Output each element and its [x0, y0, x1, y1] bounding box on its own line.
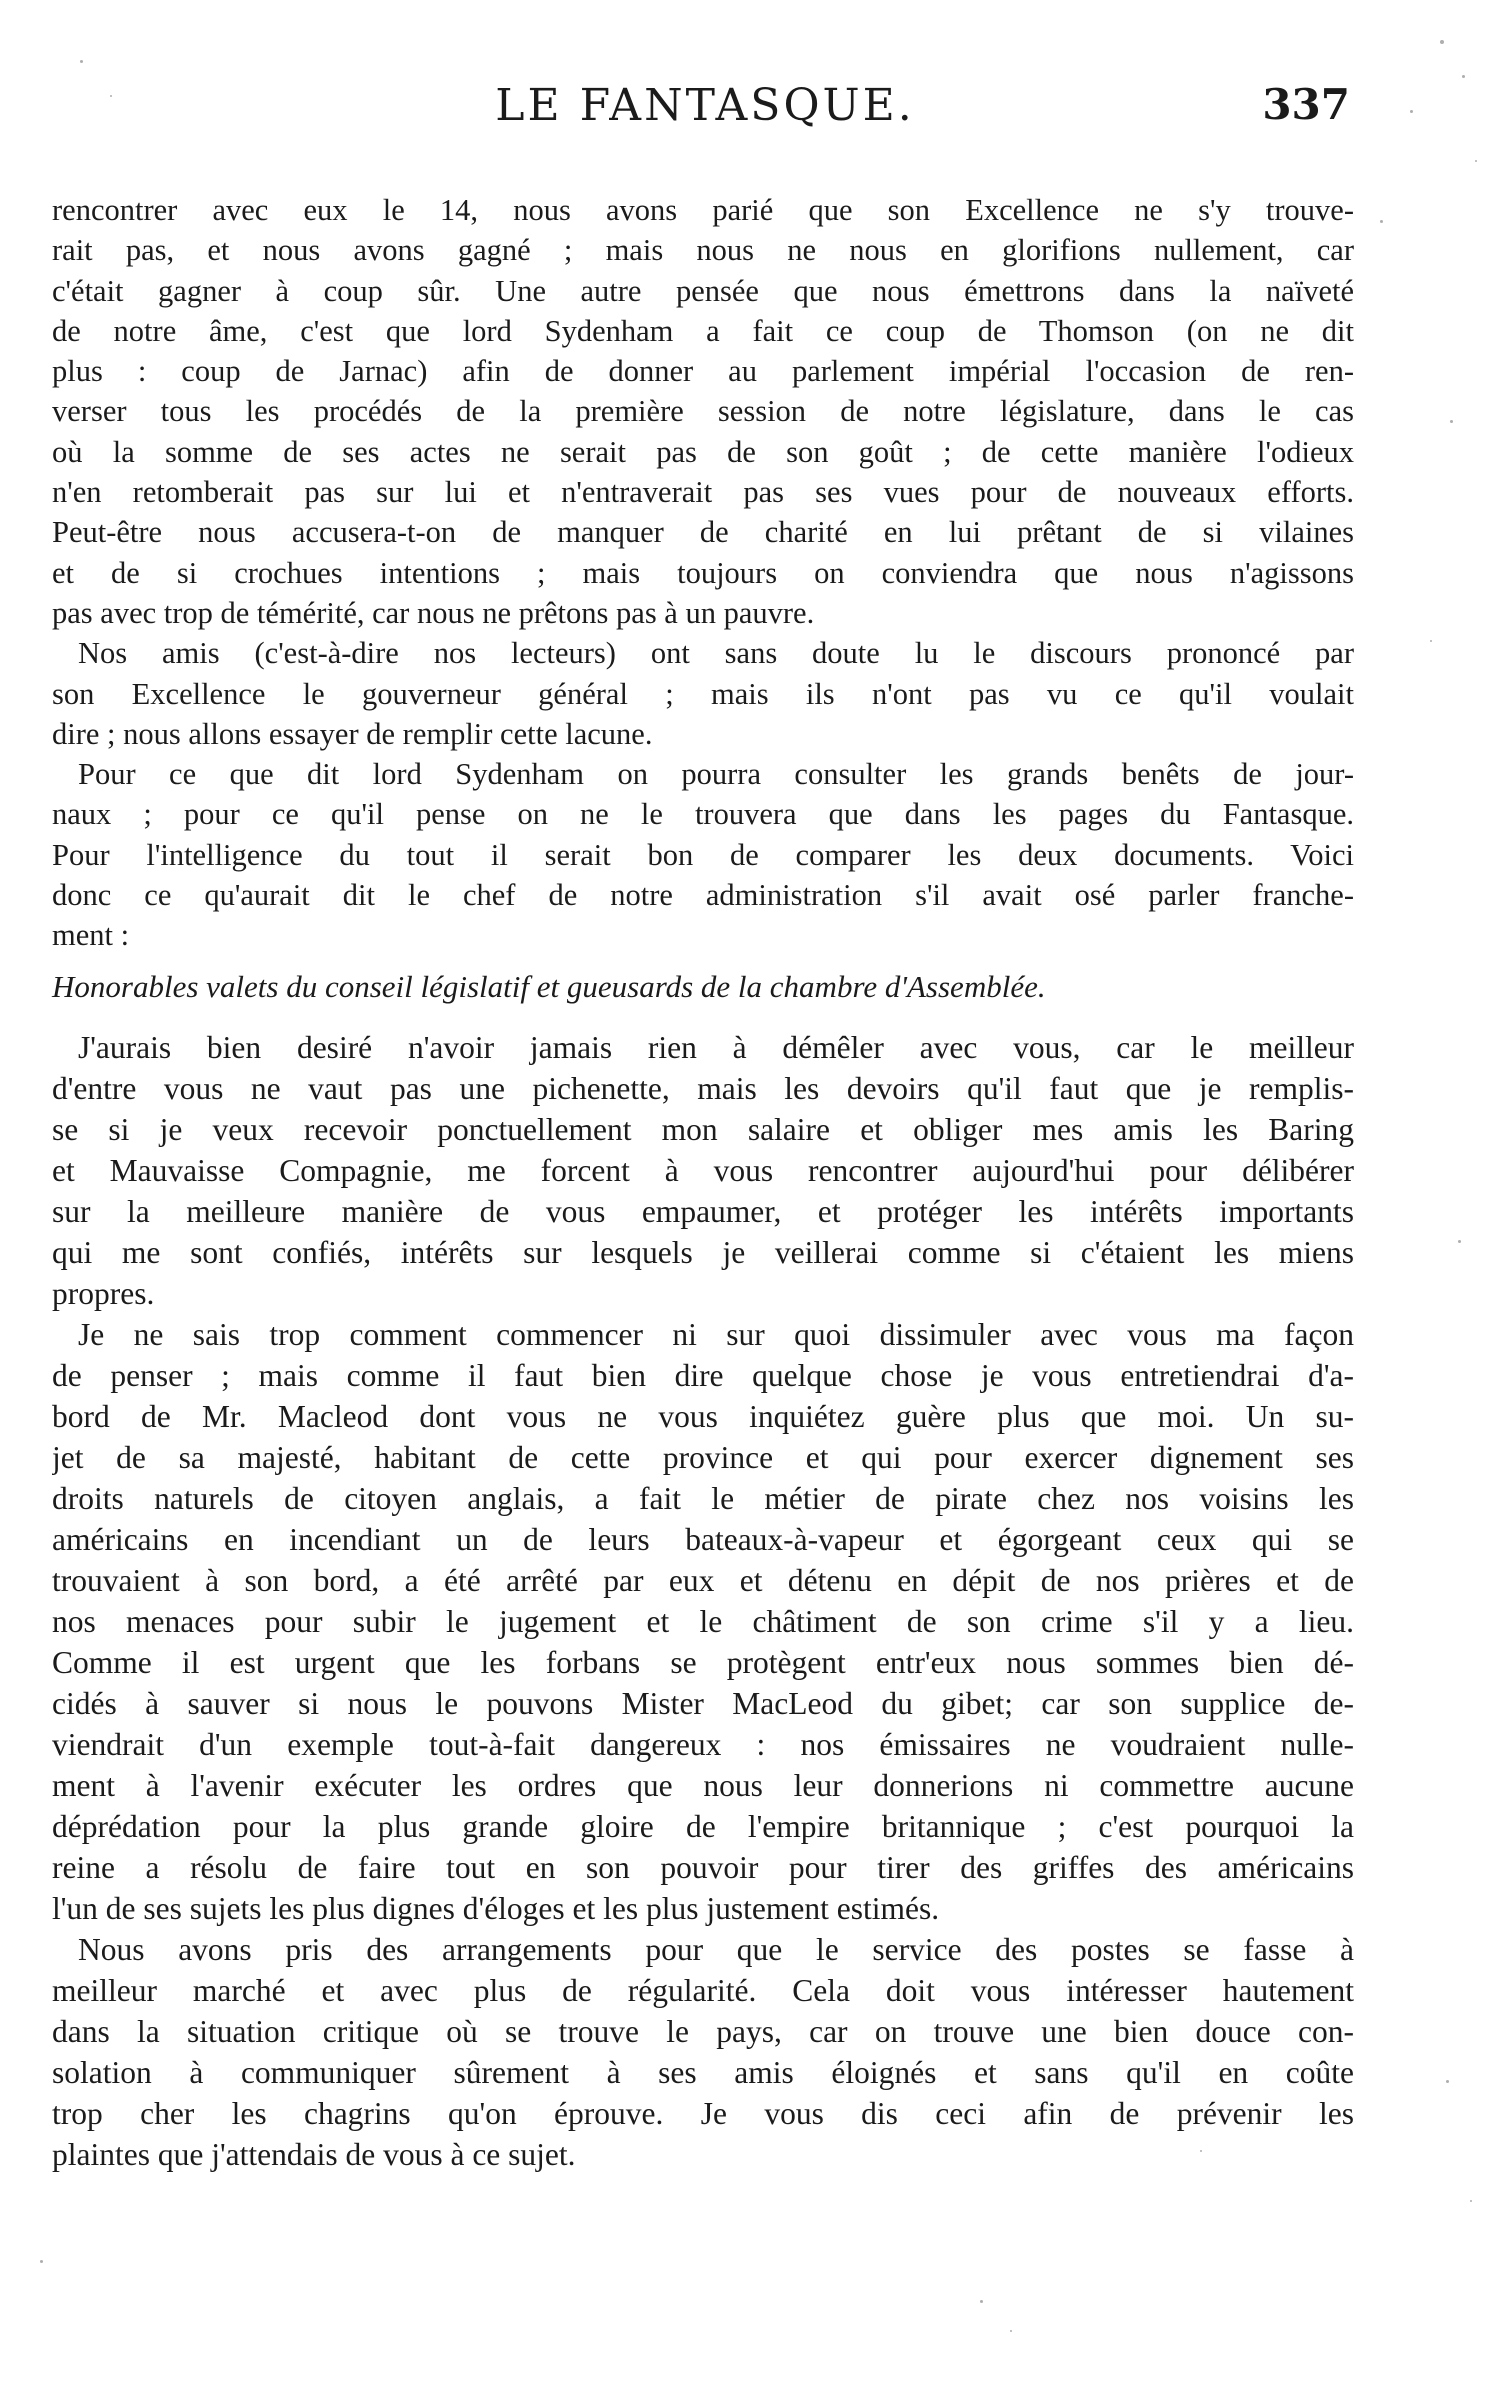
- text-line: plus : coup de Jarnac) afin de donner au parlement impérial l'occasion de ren-: [52, 354, 1354, 389]
- text-line: l'un de ses sujets les plus dignes d'éloges et les plus justement estimés.: [52, 1891, 940, 1926]
- text-line: qui me sont confiés, intérêts sur lesquels je veillerai comme si c'étaient les miens: [52, 1235, 1354, 1270]
- text-line: sur la meilleure manière de vous empaumer, et protéger les intérêts importants: [52, 1194, 1354, 1229]
- text-line: rait pas, et nous avons gagné ; mais nous ne nous en glorifions nullement, car: [52, 233, 1354, 268]
- text-line: rencontrer avec eux le 14, nous avons parié que son Excellence ne s'y trouve-: [52, 193, 1354, 227]
- text-line: cidés à sauver si nous le pouvons Mister MacLeod du gibet; car son supplice de-: [52, 1686, 1354, 1721]
- text-line: nos menaces pour subir le jugement et le châtiment de son crime s'il y a lieu.: [52, 1604, 1354, 1639]
- text-line: n'en retomberait pas sur lui et n'entraverait pas ses vues pour de nouveaux efforts.: [52, 475, 1354, 510]
- text-line: trouvaient à son bord, a été arrêté par eux et détenu en dépit de nos prières et de: [52, 1563, 1354, 1598]
- text-line: de notre âme, c'est que lord Sydenham a fait ce coup de Thomson (on ne dit: [52, 313, 1354, 348]
- text-line: droits naturels de citoyen anglais, a fait le métier de pirate chez nos voisins les: [52, 1481, 1354, 1516]
- paragraph-start-line: Pour ce que dit lord Sydenham on pourra consulter les grands benêts de jour-: [78, 757, 1354, 792]
- text-line: jet de sa majesté, habitant de cette province et qui pour exercer dignement ses: [52, 1440, 1354, 1475]
- paragraph-start-line: J'aurais bien desiré n'avoir jamais rien à démêler avec vous, car le meilleur: [78, 1030, 1354, 1065]
- text-line: meilleur marché et avec plus de régularité. Cela doit vous intéresser hautement: [52, 1973, 1354, 2008]
- text-line: bord de Mr. Macleod dont vous ne vous inquiétez guère plus que moi. Un su-: [52, 1399, 1354, 1434]
- section-heading: Honorables valets du conseil législatif et gueusards de la chambre d'Assemblée.: [52, 969, 1046, 1004]
- text-line: déprédation pour la plus grande gloire de l'empire britannique ; c'est pourquoi la: [52, 1809, 1354, 1844]
- text-line: verser tous les procédés de la première session de notre législature, dans le cas: [52, 394, 1354, 429]
- text-line: propres.: [52, 1276, 155, 1311]
- text-line: Peut-être nous accusera-t-on de manquer de charité en lui prêtant de si vilaines: [52, 515, 1354, 550]
- text-line: son Excellence le gouverneur général ; mais ils n'ont pas vu ce qu'il voulait: [52, 676, 1354, 711]
- text-line: où la somme de ses actes ne serait pas de son goût ; de cette manière l'odieux: [52, 434, 1354, 469]
- text-line: et Mauvaisse Compagnie, me forcent à vous rencontrer aujourd'hui pour délibérer: [52, 1153, 1354, 1188]
- text-line: dire ; nous allons essayer de remplir cette lacune.: [52, 716, 653, 751]
- page-number: 337: [1262, 80, 1350, 129]
- paragraph-start-line: Je ne sais trop comment commencer ni sur quoi dissimuler avec vous ma façon: [78, 1317, 1354, 1352]
- text-line: et de si crochues intentions ; mais toujours on conviendra que nous n'agissons: [52, 555, 1354, 590]
- running-title: LE FANTASQUE.: [495, 80, 915, 131]
- text-line: trop cher les chagrins qu'on éprouve. Je vous dis ceci afin de prévenir les: [52, 2096, 1354, 2131]
- text-line: de penser ; mais comme il faut bien dire quelque chose je vous entretiendrai d'a-: [52, 1358, 1354, 1393]
- text-line: ment à l'avenir exécuter les ordres que nous leur donnerions ni commettre aucune: [52, 1768, 1354, 1803]
- page-header: [60, 80, 1350, 150]
- text-line: Comme il est urgent que les forbans se protègent entr'eux nous sommes bien dé-: [52, 1645, 1354, 1680]
- text-line: ment :: [52, 918, 130, 953]
- text-line: américains en incendiant un de leurs bateaux-à-vapeur et égorgeant ceux qui se: [52, 1522, 1354, 1557]
- text-line: reine a résolu de faire tout en son pouvoir pour tirer des griffes des américains: [52, 1850, 1354, 1885]
- text-line: c'était gagner à coup sûr. Une autre pensée que nous émettrons dans la naïveté: [52, 273, 1354, 308]
- text-line: Pour l'intelligence du tout il serait bon de comparer les deux documents. Voici: [52, 837, 1354, 872]
- paragraph-start-line: Nos amis (c'est-à-dire nos lecteurs) ont sans doute lu le discours prononcé par: [78, 636, 1354, 671]
- text-line: se si je veux recevoir ponctuellement mon salaire et obliger mes amis les Baring: [52, 1112, 1354, 1147]
- text-line: solation à communiquer sûrement à ses amis éloignés et sans qu'il en coûte: [52, 2055, 1354, 2090]
- text-line: d'entre vous ne vaut pas une pichenette, mais les devoirs qu'il faut que je remplis-: [52, 1071, 1354, 1106]
- text-line: pas avec trop de témérité, car nous ne prêtons pas à un pauvre.: [52, 595, 815, 630]
- body-section-two: [52, 1027, 1354, 2175]
- paragraph-start-line: Nous avons pris des arrangements pour que le service des postes se fasse à: [78, 1932, 1354, 1967]
- text-line: dans la situation critique où se trouve le pays, car on trouve une bien douce con-: [52, 2014, 1354, 2049]
- text-line: plaintes que j'attendais de vous à ce sujet.: [52, 2137, 576, 2172]
- body-section-one: [52, 190, 1354, 956]
- text-line: viendrait d'un exemple tout-à-fait dangereux : nos émissaires ne voudraient nulle-: [52, 1727, 1354, 1762]
- text-line: donc ce qu'aurait dit le chef de notre administration s'il avait osé parler franche-: [52, 878, 1354, 913]
- text-line: naux ; pour ce qu'il pense on ne le trouvera que dans les pages du Fantasque.: [52, 797, 1354, 832]
